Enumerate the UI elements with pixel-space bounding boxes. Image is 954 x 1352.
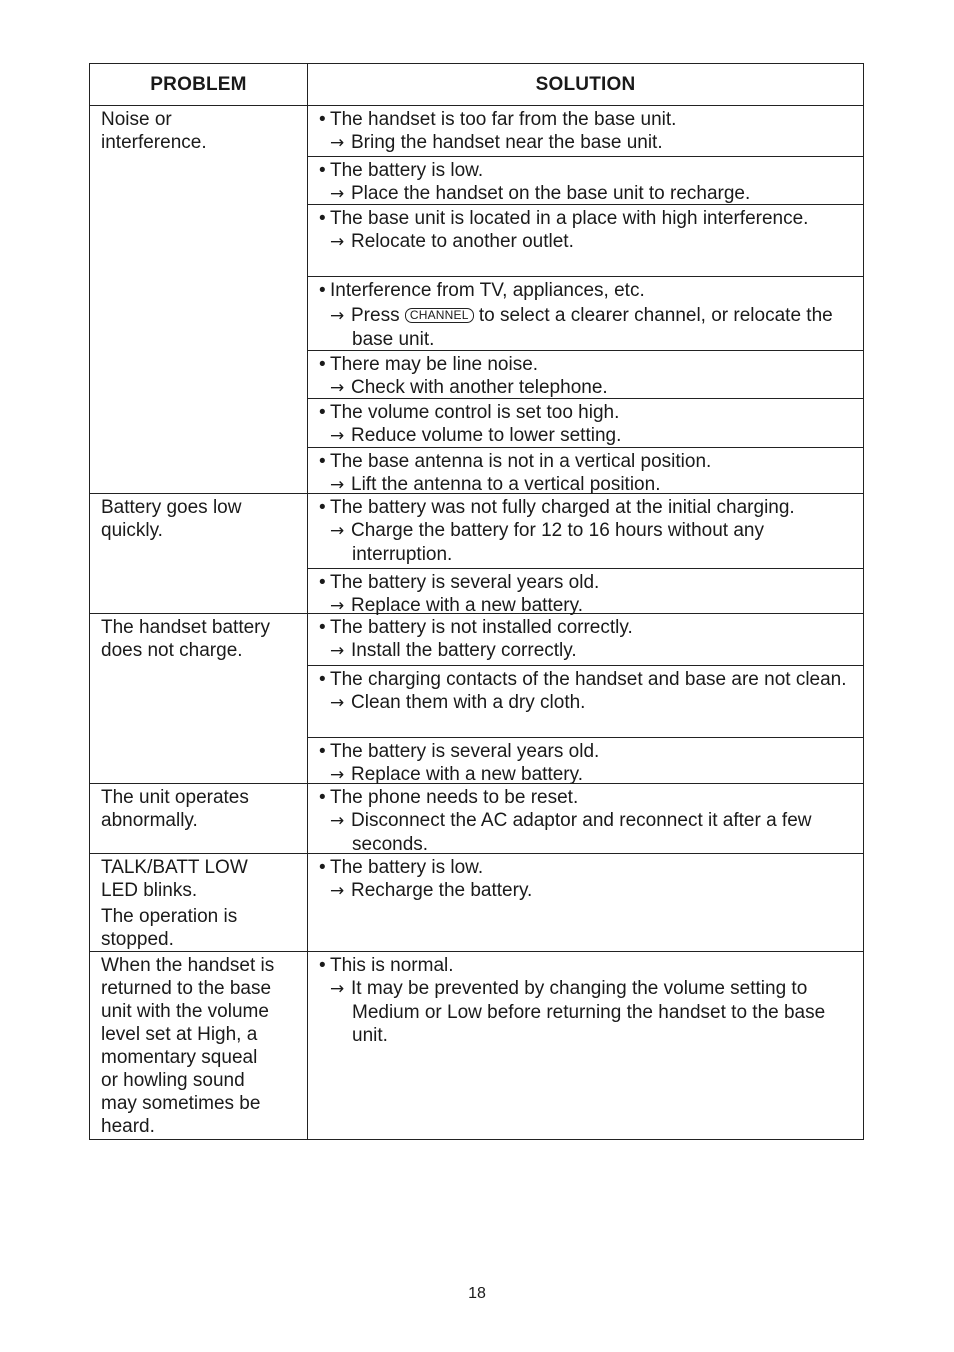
problem-text: returned to the base [101,978,272,999]
bullet-icon: • [319,402,326,423]
arrow-right-icon: → [330,426,345,446]
remedy-text: → Relocate to another outlet. [330,231,574,252]
problem-cell [90,106,308,494]
bullet-icon: • [319,572,326,593]
bullet-icon: • [319,669,326,690]
bullet-icon: • [319,451,326,472]
remedy-text: → Bring the handset near the base unit. [330,132,663,153]
remedy-text: → Clean them with a dry cloth. [330,692,586,713]
solution-item [308,568,863,616]
bullet-icon: • [319,160,326,181]
bullet-icon: • [319,354,326,375]
page-number: 18 [468,1285,486,1302]
arrow-right-icon: → [330,811,345,831]
problem-text: quickly. [101,520,163,541]
problem-text: Noise or [101,109,172,130]
arrow-right-icon: → [330,184,345,204]
solution-item [308,204,863,276]
arrow-right-icon: → [330,881,345,901]
arrow-right-icon: → [330,596,345,616]
problem-text: The handset battery [101,617,270,638]
arrow-right-icon: → [330,979,345,999]
remedy-text: → Replace with a new battery. [330,764,583,785]
problem-text: The operation is stopped. [101,906,238,950]
cause-text: • The battery is low. [319,857,484,878]
solution-cell [308,494,864,614]
bullet-icon: • [319,280,326,301]
bullet-icon: • [319,109,326,130]
cause-text: • The battery is several years old. [319,572,600,593]
problem-row-noise [90,106,864,494]
solution-item [308,398,863,447]
remedy-text: → Recharge the battery. [330,880,533,901]
solution-item [308,784,863,853]
bullet-icon: • [319,787,326,808]
cause-text: • The battery is not installed correctly. [319,617,633,638]
cause-text: • The base antenna is not in a vertical position. [319,451,712,472]
solution-item [308,447,863,493]
arrow-right-icon: → [330,521,345,541]
cause-text: • The volume control is set too high. [319,402,620,423]
cause-text: • Interference from TV, appliances, etc. [319,280,645,301]
arrow-right-icon: → [330,475,345,495]
problem-text: level set at High, a [101,1024,258,1045]
problem-row-led-blinks [90,854,864,952]
problem-text: TALK/BATT LOW LED blinks. [101,857,248,901]
solution-item [308,665,863,737]
arrow-right-icon: → [330,306,345,326]
troubleshooting-table [89,63,864,1140]
arrow-right-icon: → [330,378,345,398]
cause-text: • The charging contacts of the handset and base are not clean. [319,669,847,690]
problem-row-squeal [90,952,864,1140]
solution-cell [308,784,864,854]
remedy-text: → It may be prevented by changing the volume setting to Medium or Low before returning the handset to the base unit. [330,978,826,1046]
solution-item [308,494,863,568]
solution-item [308,276,863,350]
problem-text: The unit operates [101,787,249,808]
remedy-text: → Press CHANNEL to select a clearer channel, or relocate the base unit. [330,305,833,350]
problem-cell [90,854,308,952]
solution-item [308,156,863,204]
solution-cell [308,854,864,952]
problem-cell [90,952,308,1140]
problem-cell [90,494,308,614]
bullet-icon: • [319,497,326,518]
remedy-text: → Reduce volume to lower setting. [330,425,622,446]
cause-text: • The battery is several years old. [319,741,600,762]
arrow-right-icon: → [330,765,345,785]
bullet-icon: • [319,857,326,878]
solution-cell [308,952,864,1140]
remedy-text: → Lift the antenna to a vertical position. [330,474,661,495]
problem-text: may sometimes be [101,1093,261,1114]
problem-text: or howling sound [101,1070,245,1091]
cause-text: • The base unit is located in a place with high interference. [319,208,809,229]
remedy-text: → Disconnect the AC adaptor and reconnect it after a few seconds. [330,810,812,855]
cause-text: • The battery is low. [319,160,484,181]
problem-cell [90,614,308,784]
problem-row-no-charge [90,614,864,784]
solution-item [308,614,863,665]
bullet-icon: • [319,955,326,976]
table-header-row [90,64,864,106]
bullet-icon: • [319,741,326,762]
channel-key: CHANNEL [405,308,474,323]
solution-item [308,737,863,783]
problem-text: does not charge. [101,640,243,661]
arrow-right-icon: → [330,641,345,661]
solution-cell [308,614,864,784]
problem-text: abnormally. [101,810,198,831]
arrow-right-icon: → [330,693,345,713]
problem-text: heard. [101,1116,155,1137]
solution-item [308,350,863,398]
problem-text: When the handset is [101,955,275,976]
remedy-text: → Check with another telephone. [330,377,608,398]
problem-text: unit with the volume [101,1001,269,1022]
problem-column-header: PROBLEM [90,64,308,106]
cause-text: • The battery was not fully charged at the initial charging. [319,497,795,518]
problem-text: Battery goes low [101,497,242,518]
remedy-text: → Replace with a new battery. [330,595,583,616]
arrow-right-icon: → [330,232,345,252]
bullet-icon: • [319,208,326,229]
remedy-text: → Place the handset on the base unit to recharge. [330,183,751,204]
solution-item [308,952,863,1047]
problem-cell [90,784,308,854]
remedy-text: → Install the battery correctly. [330,640,577,661]
problem-row-abnormal [90,784,864,854]
solution-cell [308,106,864,494]
cause-text: • There may be line noise. [319,354,539,375]
cause-text: • The handset is too far from the base unit. [319,109,677,130]
arrow-right-icon: → [330,133,345,153]
remedy-text: → Charge the battery for 12 to 16 hours without any interruption. [330,520,764,565]
solution-item [308,854,863,951]
problem-text: interference. [101,132,207,153]
solution-item [308,106,863,156]
bullet-icon: • [319,617,326,638]
problem-text: momentary squeal [101,1047,258,1068]
solution-column-header: SOLUTION [308,64,864,106]
cause-text: • The phone needs to be reset. [319,787,579,808]
cause-text: • This is normal. [319,955,454,976]
problem-row-battery-low [90,494,864,614]
